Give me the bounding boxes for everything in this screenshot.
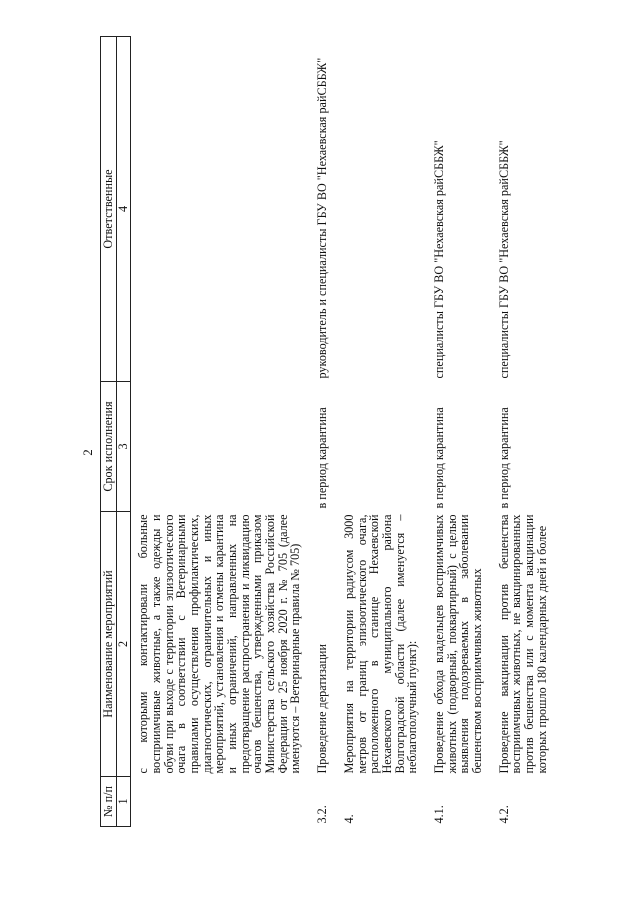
table-row: [131, 37, 310, 827]
table-row: [492, 37, 557, 827]
table-row: [337, 37, 427, 827]
row-deadline: в период карантина: [431, 407, 446, 509]
row-measure: Проведение дератизации: [315, 644, 330, 774]
row-number: 4.2.: [496, 805, 511, 824]
row-measure: Проведение вакцинации против бешенства восприимчивых животных, не вакцинированных против бешенства или с момента вакцинации которых прошло 180 календарных дней и более: [496, 514, 549, 774]
row-responsible: специалисты ГБУ ВО "Нехаевская райСББЖ": [431, 140, 446, 379]
row-number: 4.1.: [431, 805, 446, 824]
header-measures: Наименование мероприятий: [101, 512, 117, 777]
row-measure: Проведение обхода владельцев восприимчивых животных (подворный, поквартирный) с целью выявления подозреваемых в заболевании бешенством восприимчивых животных: [431, 514, 485, 774]
row-number: [131, 777, 310, 827]
header-number: № п/п: [101, 777, 117, 827]
row-responsible: специалисты ГБУ ВО "Нехаевская райСББЖ": [496, 140, 511, 379]
row-deadline: в период карантина: [496, 407, 511, 509]
header-responsible: Ответственные: [101, 37, 117, 382]
table-header-row: [101, 37, 117, 827]
row-measure: с которыми контактировали больные восприимчивые животные, а также одежды и обуви при выходе с территории эпизоотического очага в соответствии с Ветеринарными правилами осуществления профилактических, диагностических, ограничительных и иных мероприятий, установления и отмены карантина и иных ограничений, направленных на предотвращение распространения и ликвидацию очагов бешенства, утвержденными приказом Министерства сельского хозяйства Российской Федерации от 25 ноября 2020 г. № 705 (далее именуются – Ветеринарные правила № 705): [136, 514, 303, 774]
column-number: 3: [116, 382, 130, 512]
row-deadline: [131, 382, 310, 512]
row-responsible: руководитель и специалисты ГБУ ВО "Нехаевская райСББЖ": [315, 57, 330, 379]
column-number-row: [116, 37, 130, 827]
measures-table: [100, 36, 556, 827]
table-row: [310, 37, 337, 827]
row-measure: Мероприятия на территории радиусом 3000 метров от границ эпизоотического очага, расположенного в станице Нехаевской Нехаевского муниципального района Волгоградской области (далее именуется – неблагополучный пункт):: [341, 514, 420, 774]
table-row: [427, 37, 492, 827]
column-number: 2: [116, 512, 130, 777]
row-number: 4.: [341, 814, 356, 824]
column-number: 4: [116, 37, 130, 382]
row-responsible: [131, 37, 310, 382]
row-number: 3.2.: [315, 805, 330, 824]
page-number: 2: [80, 449, 95, 456]
row-responsible: [337, 37, 427, 382]
column-number: 1: [116, 777, 130, 827]
row-deadline: [337, 382, 427, 512]
header-deadline: Срок исполнения: [101, 382, 117, 512]
row-deadline: в период карантина: [315, 407, 330, 509]
